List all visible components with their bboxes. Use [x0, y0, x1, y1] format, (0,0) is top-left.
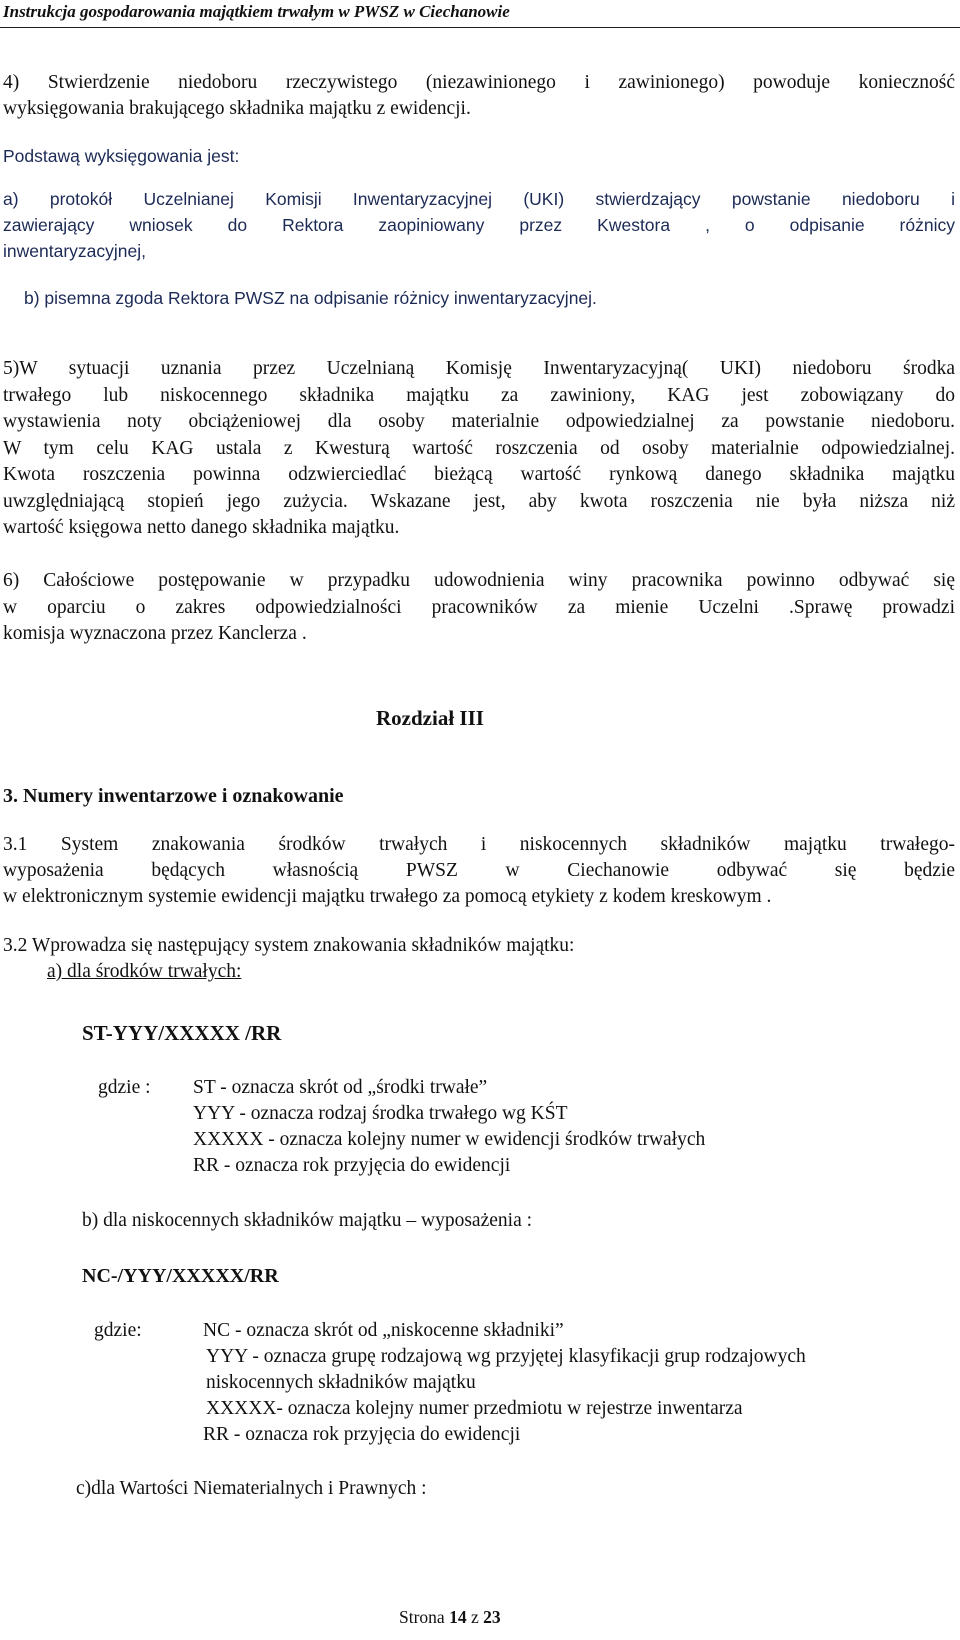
nc-where-label: gdzie:: [94, 1320, 142, 1341]
text-line: 4) Stwierdzenie niedoboru rzeczywistego (niezawinionego i zawinionego) powoduje konieczność: [3, 72, 955, 93]
nc-code-format: NC-/YYY/XXXXX/RR: [82, 1265, 279, 1287]
document-header: Instrukcja gospodarowania majątkiem trwałym w PWSZ w Ciechanowie: [3, 2, 510, 21]
text-line: wyksięgowania brakującego składnika majątku z ewidencji.: [3, 98, 471, 119]
text-line: a) protokół Uczelnianej Komisji Inwentaryzacyjnej (UKI) stwierdzający powstanie niedoboru i: [3, 189, 955, 209]
text-line: 5)W sytuacji uznania przez Uczelnianą Komisję Inwentaryzacyjną( UKI) niedoboru środka: [3, 358, 955, 379]
section-6-paragraph: [3, 568, 955, 648]
of-word: z: [470, 1607, 479, 1627]
text-line: 3.1 System znakowania środków trwałych i niskocennych składników majątku trwałego-: [3, 834, 955, 855]
text-line: inwentaryzacyjnej,: [3, 241, 146, 261]
nc-item: YYY - oznacza grupę rodzajową wg przyjętej klasyfikacji grup rodzajowych: [206, 1346, 806, 1367]
page-number: 14: [449, 1607, 467, 1627]
item-c-label: c)dla Wartości Niematerialnych i Prawnych :: [76, 1478, 427, 1499]
text-line: wystawienia noty obciążeniowej dla osoby materialnie odpowiedzialnej za powstanie niedoboru.: [3, 411, 955, 432]
st-code-format: ST-YYY/XXXXX /RR: [82, 1021, 282, 1045]
header-divider: [0, 27, 960, 28]
section-5-paragraph: [3, 356, 955, 542]
text-line: uwzględniającą stopień jego zużycia. Wskazane jest, aby kwota roszczenia nie była niższa niż: [3, 490, 955, 512]
text-line: W tym celu KAG ustala z Kwesturą wartość roszczenia od osoby materialnie odpowiedzialnej.: [3, 437, 955, 459]
st-item: RR - oznacza rok przyjęcia do ewidencji: [193, 1155, 511, 1176]
st-where-label: gdzie :: [98, 1077, 151, 1098]
nc-item: niskocennych składników majątku: [206, 1372, 476, 1393]
total-pages: 23: [483, 1607, 501, 1627]
section-3-heading: 3. Numery inwentarzowe i oznakowanie: [3, 785, 344, 807]
nc-item: NC - oznacza skrót od „niskocenne składniki”: [203, 1320, 564, 1341]
item-a-label: a) dla środków trwałych:: [47, 961, 242, 982]
section-4-item-b: b) pisemna zgoda Rektora PWSZ na odpisanie różnicy inwentaryzacyjnej.: [24, 288, 597, 308]
chapter-title: Rozdział III: [376, 706, 484, 730]
text-line: zawierający wniosek do Rektora zaopiniowany przez Kwestora , o odpisanie różnicy: [3, 215, 955, 235]
text-line: trwałego lub niskocennego składnika majątku za zawiniony, KAG jest zobowiązany do: [3, 384, 955, 406]
section-4-paragraph: [3, 70, 955, 122]
paragraph-3-2: 3.2 Wprowadza się następujący system znakowania składników majątku:: [3, 935, 575, 956]
basis-label: Podstawą wyksięgowania jest:: [3, 146, 240, 166]
text-line: w oparciu o zakres odpowiedzialności pracowników za mienie Uczelni .Sprawę prowadzi: [3, 596, 955, 618]
nc-item: RR - oznacza rok przyjęcia do ewidencji: [203, 1424, 521, 1445]
item-b-label: b) dla niskocennych składników majątku – wyposażenia :: [82, 1210, 533, 1231]
st-item: XXXXX - oznacza kolejny numer w ewidencji środków trwałych: [193, 1129, 706, 1150]
text-line: wyposażenia będących własnością PWSZ w Ciechanowie odbywać się będzie: [3, 860, 955, 881]
nc-item: XXXXX- oznacza kolejny numer przedmiotu w rejestrze inwentarza: [206, 1398, 743, 1419]
st-item: YYY - oznacza rodzaj środka trwałego wg KŚT: [193, 1103, 568, 1124]
text-line: Kwota roszczenia powinna odzwierciedlać bieżącą wartość rynkową danego składnika majątku: [3, 464, 955, 485]
text-line: wartość księgowa netto danego składnika majątku.: [3, 517, 400, 538]
text-line: komisja wyznaczona przez Kanclerza .: [3, 623, 307, 644]
text-line: 6) Całościowe postępowanie w przypadku udowodnienia winy pracownika powinno odbywać się: [3, 570, 955, 591]
section-4-item-a: [3, 186, 955, 264]
page-word: Strona: [399, 1607, 445, 1627]
page-footer: [399, 1604, 501, 1630]
paragraph-3-1: [3, 832, 955, 910]
st-item: ST - oznacza skrót od „środki trwałe”: [193, 1077, 488, 1098]
text-line: w elektronicznym systemie ewidencji majątku trwałego za pomocą etykiety z kodem kreskowym .: [3, 886, 772, 907]
